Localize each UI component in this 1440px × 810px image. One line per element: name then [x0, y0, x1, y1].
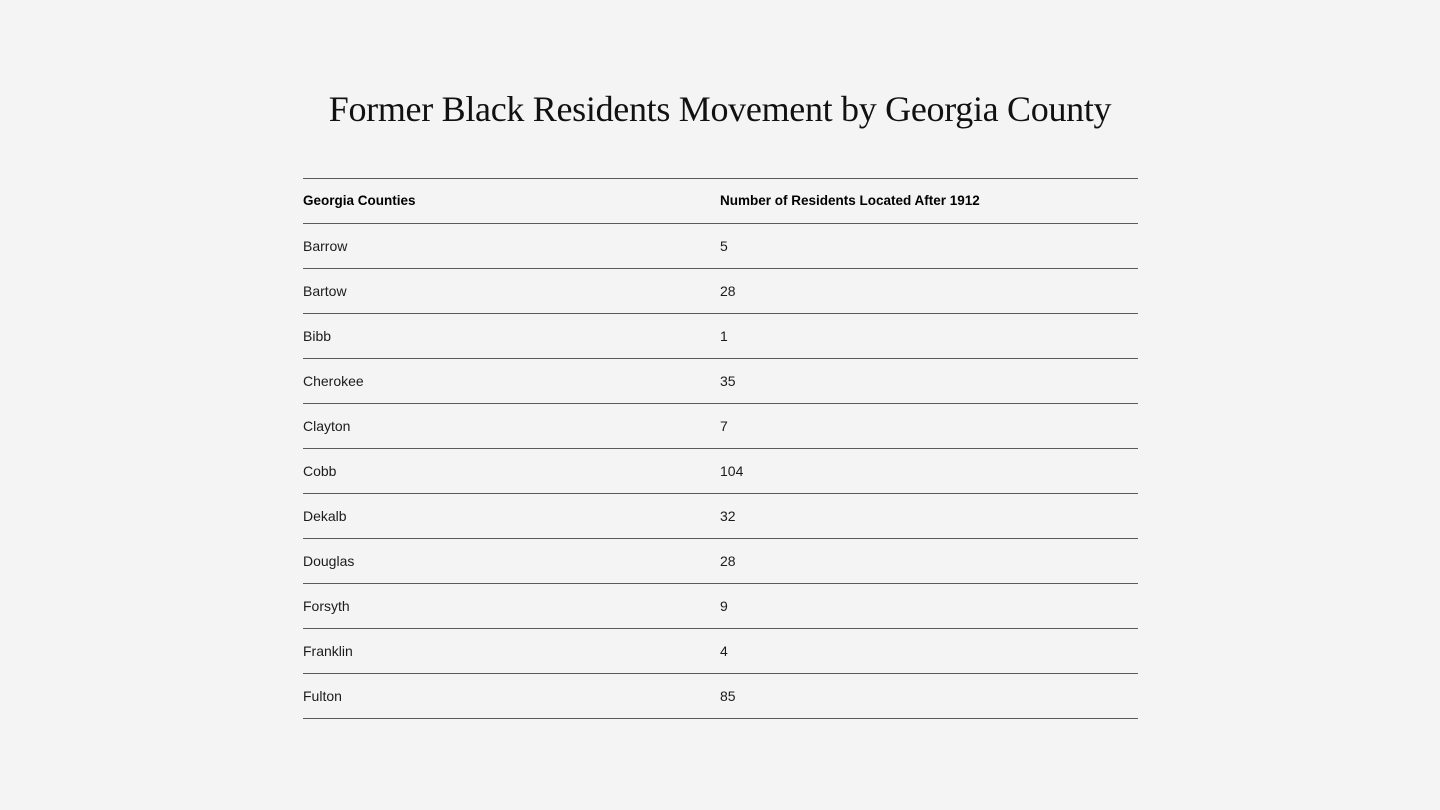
county-cell: Franklin	[303, 643, 353, 659]
data-table	[303, 178, 1138, 719]
table-row	[303, 449, 1138, 494]
residents-count-cell: 35	[720, 373, 736, 389]
residents-count-cell: 5	[720, 238, 728, 254]
table-body	[303, 224, 1138, 719]
residents-count-cell: 9	[720, 598, 728, 614]
county-cell: Douglas	[303, 553, 355, 569]
table-header-row	[303, 179, 1138, 224]
table-row	[303, 269, 1138, 314]
county-cell: Cherokee	[303, 373, 364, 389]
residents-count-cell: 104	[720, 463, 744, 479]
county-cell: Fulton	[303, 688, 342, 704]
table-row	[303, 674, 1138, 719]
county-cell: Bibb	[303, 328, 332, 344]
county-cell: Barrow	[303, 238, 348, 254]
table-row	[303, 404, 1138, 449]
residents-count-cell: 32	[720, 508, 736, 524]
residents-count-cell: 1	[720, 328, 728, 344]
county-cell: Cobb	[303, 463, 337, 479]
table-row	[303, 494, 1138, 539]
table-row	[303, 314, 1138, 359]
table-row	[303, 539, 1138, 584]
residents-count-cell: 4	[720, 643, 728, 659]
table-row	[303, 224, 1138, 269]
column-header-residents: Number of Residents Located After 1912	[720, 193, 980, 208]
residents-count-cell: 7	[720, 418, 728, 434]
table-row	[303, 584, 1138, 629]
column-header-county: Georgia Counties	[303, 193, 416, 208]
county-cell: Clayton	[303, 418, 351, 434]
county-cell: Bartow	[303, 283, 347, 299]
county-cell: Dekalb	[303, 508, 347, 524]
chart-title: Former Black Residents Movement by Georgia County	[328, 89, 1112, 129]
table-row	[303, 629, 1138, 674]
residents-count-cell: 85	[720, 688, 736, 704]
residents-count-cell: 28	[720, 283, 736, 299]
table-row	[303, 359, 1138, 404]
county-cell: Forsyth	[303, 598, 350, 614]
residents-count-cell: 28	[720, 553, 736, 569]
